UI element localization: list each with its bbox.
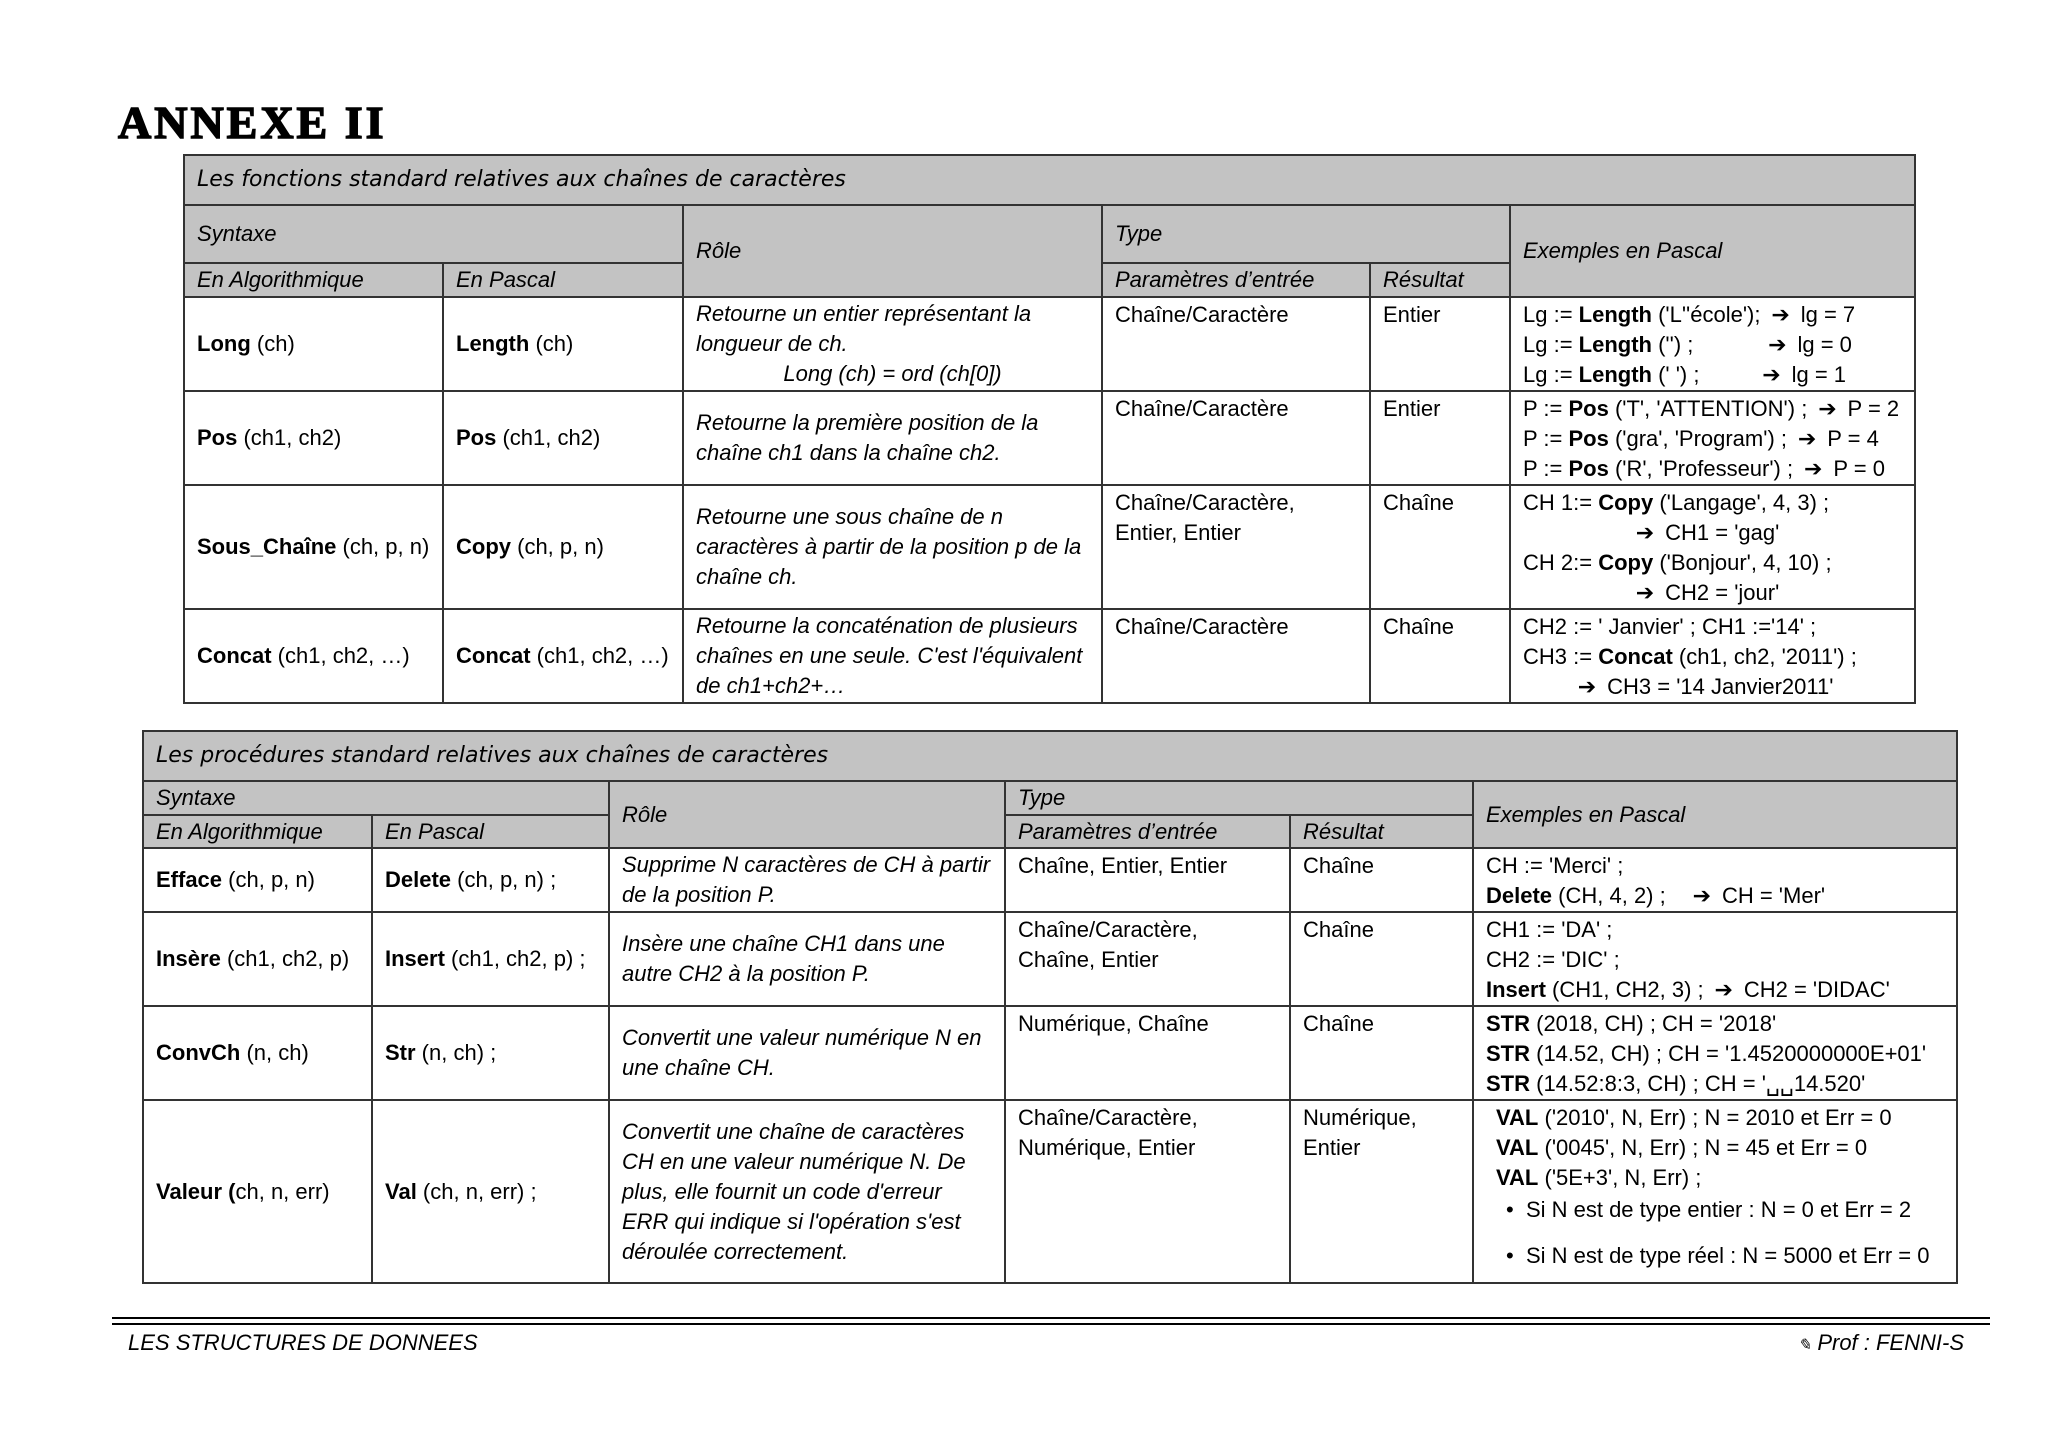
examples-cell: CH2 := ' Janvier' ; CH1 :='14' ; CH3 := Concat (ch1, ch2, '2011') ; ➔ CH3 = '14 Janvier2011' xyxy=(1510,609,1915,703)
table-row xyxy=(184,609,1915,703)
header-type: Type xyxy=(1102,205,1510,263)
algo-syntax: Long (ch) xyxy=(184,297,443,391)
role-cell: Retourne un entier représentant la longueur de ch. Long (ch) = ord (ch[0]) xyxy=(683,297,1102,391)
header-algo: En Algorithmique xyxy=(184,263,443,297)
pascal-syntax: Copy (ch, p, n) xyxy=(443,485,683,609)
role-cell: Insère une chaîne CH1 dans une autre CH2 à la position P. xyxy=(609,912,1005,1006)
header-exemples: Exemples en Pascal xyxy=(1510,205,1915,297)
examples-cell: CH := 'Merci' ; Delete (CH, 4, 2) ; ➔ CH = 'Mer' xyxy=(1473,848,1957,912)
role-cell: Convertit une chaîne de caractères CH en une valeur numérique N. De plus, elle fournit un code d'erreur ERR qui indique si l'opération s'est déroulée correctement. xyxy=(609,1100,1005,1283)
header-type: Type xyxy=(1005,781,1473,815)
result-cell: Chaîne xyxy=(1290,1006,1473,1100)
params-cell: Chaîne/Caractère xyxy=(1102,297,1370,391)
table-row xyxy=(184,485,1915,609)
procedures-table xyxy=(142,730,1958,1284)
params-cell: Chaîne/Caractère, Chaîne, Entier xyxy=(1005,912,1290,1006)
pascal-syntax: Str (n, ch) ; xyxy=(372,1006,609,1100)
algo-syntax: Valeur (ch, n, err) xyxy=(143,1100,372,1283)
result-cell: Chaîne xyxy=(1370,485,1510,609)
header-role: Rôle xyxy=(683,205,1102,297)
header-pascal: En Pascal xyxy=(372,815,609,848)
arrow-icon: ➔ xyxy=(1762,362,1781,387)
params-cell: Chaîne/Caractère, Numérique, Entier xyxy=(1005,1100,1290,1283)
algo-syntax: ConvCh (n, ch) xyxy=(143,1006,372,1100)
examples-cell: VAL ('2010', N, Err) ; N = 2010 et Err = 0 VAL ('0045', N, Err) ; N = 45 et Err = 0 VAL ('5E+3', N, Err) ; • Si N est de type entier : N = 0 et Err = 2 • Si N est de type réel : N = 5000 et Err = 0 xyxy=(1473,1100,1957,1283)
params-cell: Chaîne/Caractère, Entier, Entier xyxy=(1102,485,1370,609)
functions-table xyxy=(183,154,1916,704)
functions-table-title: Les fonctions standard relatives aux chaînes de caractères xyxy=(184,155,1915,205)
result-cell: Chaîne xyxy=(1290,912,1473,1006)
params-cell: Numérique, Chaîne xyxy=(1005,1006,1290,1100)
table-row xyxy=(143,848,1957,912)
result-cell: Chaîne xyxy=(1290,848,1473,912)
result-cell: Chaîne xyxy=(1370,609,1510,703)
arrow-icon: ➔ xyxy=(1714,977,1733,1002)
header-pascal: En Pascal xyxy=(443,263,683,297)
header-syntaxe: Syntaxe xyxy=(184,205,683,263)
arrow-icon: ➔ xyxy=(1635,520,1655,545)
header-algo: En Algorithmique xyxy=(143,815,372,848)
algo-syntax: Sous_Chaîne (ch, p, n) xyxy=(184,485,443,609)
params-cell: Chaîne, Entier, Entier xyxy=(1005,848,1290,912)
params-cell: Chaîne/Caractère xyxy=(1102,609,1370,703)
arrow-icon: ➔ xyxy=(1818,396,1837,421)
role-cell: Convertit une valeur numérique N en une chaîne CH. xyxy=(609,1006,1005,1100)
params-cell: Chaîne/Caractère xyxy=(1102,391,1370,485)
arrow-icon: ➔ xyxy=(1635,580,1655,605)
arrow-icon: ➔ xyxy=(1804,456,1823,481)
header-syntaxe: Syntaxe xyxy=(143,781,609,815)
footer-author: Prof : FENNI-S xyxy=(1817,1330,1964,1355)
pascal-syntax: Concat (ch1, ch2, …) xyxy=(443,609,683,703)
algo-syntax: Insère (ch1, ch2, p) xyxy=(143,912,372,1006)
header-params: Paramètres d’entrée xyxy=(1005,815,1290,848)
arrow-icon: ➔ xyxy=(1797,426,1817,451)
table-row xyxy=(143,1006,1957,1100)
pascal-syntax: Pos (ch1, ch2) xyxy=(443,391,683,485)
examples-cell: STR (2018, CH) ; CH = '2018' STR (14.52, CH) ; CH = '1.4520000000E+01' STR (14.52:8:3, CH) ; CH = '␣␣14.520' xyxy=(1473,1006,1957,1100)
result-cell: Entier xyxy=(1370,391,1510,485)
examples-cell: CH1 := 'DA' ; CH2 := 'DIC' ; Insert (CH1, CH2, 3) ; ➔ CH2 = 'DIDAC' xyxy=(1473,912,1957,1006)
table-row xyxy=(184,297,1915,391)
table-row xyxy=(143,1100,1957,1283)
pascal-syntax: Val (ch, n, err) ; xyxy=(372,1100,609,1283)
algo-syntax: Efface (ch, p, n) xyxy=(143,848,372,912)
header-params: Paramètres d’entrée xyxy=(1102,263,1370,297)
result-cell: Numérique, Entier xyxy=(1290,1100,1473,1283)
role-cell: Retourne la concaténation de plusieurs chaînes en une seule. C'est l'équivalent de ch1+ch2+… xyxy=(683,609,1102,703)
algo-syntax: Pos (ch1, ch2) xyxy=(184,391,443,485)
pascal-syntax: Length (ch) xyxy=(443,297,683,391)
arrow-icon: ➔ xyxy=(1577,674,1597,699)
table-row xyxy=(143,912,1957,1006)
pencil-icon: ✎ xyxy=(1797,1337,1812,1354)
result-cell: Entier xyxy=(1370,297,1510,391)
footer-right xyxy=(1798,1330,1964,1356)
procedures-table-title: Les procédures standard relatives aux chaînes de caractères xyxy=(143,731,1957,781)
bullet-icon: • xyxy=(1506,1243,1514,1268)
pascal-syntax: Delete (ch, p, n) ; xyxy=(372,848,609,912)
examples-cell: P := Pos ('T', 'ATTENTION') ; ➔ P = 2 P := Pos ('gra', 'Program') ; ➔ P = 4 P := Pos ('R', 'Professeur') ; ➔ P = 0 xyxy=(1510,391,1915,485)
header-role: Rôle xyxy=(609,781,1005,848)
role-cell: Retourne la première position de la chaîne ch1 dans la chaîne ch2. xyxy=(683,391,1102,485)
role-cell: Supprime N caractères de CH à partir de la position P. xyxy=(609,848,1005,912)
page-heading: ANNEXE II xyxy=(118,97,387,148)
header-exemples: Exemples en Pascal xyxy=(1473,781,1957,848)
arrow-icon: ➔ xyxy=(1771,302,1790,327)
footer-divider xyxy=(112,1317,1990,1325)
footer-left-text: LES STRUCTURES DE DONNEES xyxy=(128,1330,478,1355)
examples-cell: Lg := Length ('L''école'); ➔ lg = 7 Lg := Length ('') ; ➔ lg = 0 Lg := Length (' ') ; ➔ lg = 1 xyxy=(1510,297,1915,391)
arrow-icon: ➔ xyxy=(1768,332,1787,357)
algo-syntax: Concat (ch1, ch2, …) xyxy=(184,609,443,703)
table-row xyxy=(184,391,1915,485)
arrow-icon: ➔ xyxy=(1692,883,1712,908)
role-cell: Retourne une sous chaîne de n caractères à partir de la position p de la chaîne ch. xyxy=(683,485,1102,609)
bullet-icon: • xyxy=(1506,1197,1514,1222)
header-resultat: Résultat xyxy=(1370,263,1510,297)
header-resultat: Résultat xyxy=(1290,815,1473,848)
examples-cell: CH 1:= Copy ('Langage', 4, 3) ; ➔ CH1 = 'gag' CH 2:= Copy ('Bonjour', 4, 10) ; ➔ CH2 = 'jour' xyxy=(1510,485,1915,609)
pascal-syntax: Insert (ch1, ch2, p) ; xyxy=(372,912,609,1006)
